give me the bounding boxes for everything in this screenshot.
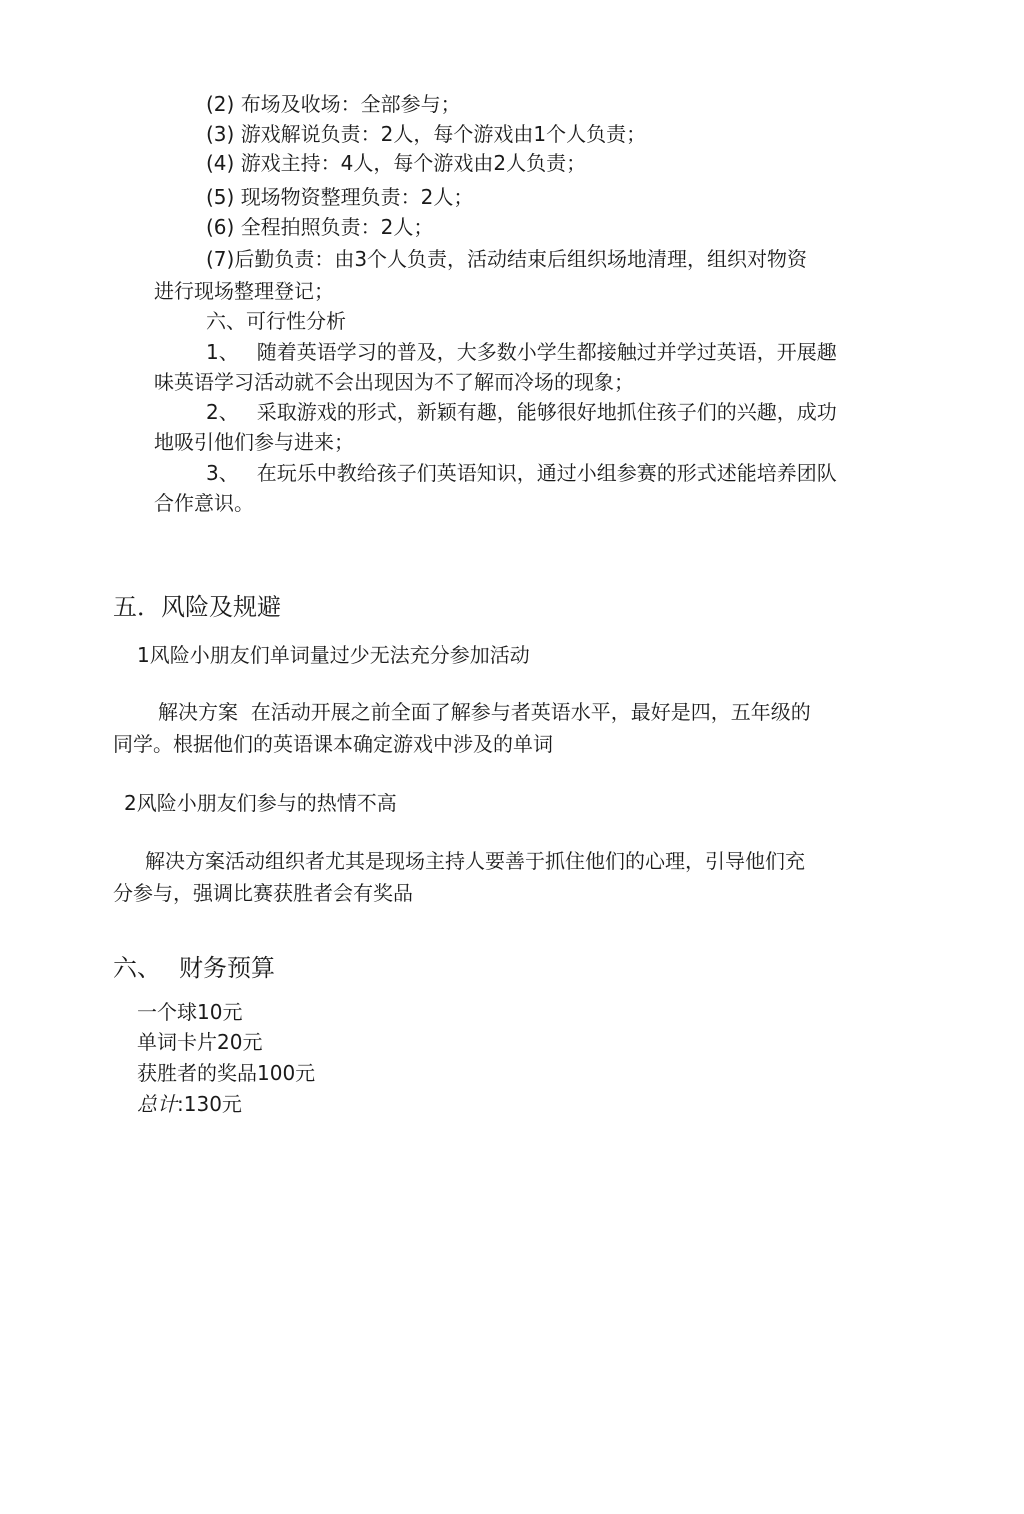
- risk-1: 1风险小朋友们单词量过少无法充分参加活动: [137, 643, 530, 667]
- role-item-7-line1: (7)后勤负责：由3个人负责，活动结束后组织场地清理，组织对物资: [206, 247, 808, 271]
- role-item: (2) 布场及收场：全部参与；: [206, 92, 461, 116]
- role-item: (4) 游戏主持：4人，每个游戏由2人负责；: [206, 151, 587, 175]
- role-item-7-line2: 进行现场整理登记；: [154, 279, 334, 303]
- risk-heading: 五．风险及规避: [113, 593, 281, 621]
- role-item: (5) 现场物资整理负责：2人；: [206, 185, 474, 209]
- budget-item: 单词卡片20元: [137, 1030, 263, 1054]
- feasibility-item-1-cont: 味英语学习活动就不会出现因为不了解而冷场的现象；: [154, 370, 634, 394]
- item-text: 采取游戏的形式，新颖有趣，能够很好地抓住孩子们的兴趣，成功: [256, 400, 837, 424]
- feasibility-item-3-cont: 合作意识。: [154, 491, 254, 515]
- budget-total-label: 总计: [137, 1092, 177, 1116]
- item-number: 1、: [206, 340, 239, 364]
- role-item: (3) 游戏解说负责：2人，每个游戏由1个人负责；: [206, 122, 647, 146]
- risk-2: 2风险小朋友们参与的热情不高: [124, 791, 397, 815]
- solution-2-line1: 解决方案活动组织者尤其是现场主持人要善于抓住他们的心理，引导他们充: [145, 849, 805, 873]
- solution-1-line2: 同学。根据他们的英语课本确定游戏中涉及的单词: [113, 732, 553, 756]
- feasibility-heading: 六、可行性分析: [206, 309, 346, 333]
- feasibility-item-1: [206, 338, 837, 366]
- budget-heading-number: 六、: [113, 954, 161, 982]
- item-text: 随着英语学习的普及，大多数小学生都接触过并学过英语，开展趣: [256, 340, 837, 364]
- feasibility-item-3: [206, 459, 837, 487]
- item-number: 2、: [206, 400, 239, 424]
- budget-total-value: :130元: [177, 1092, 242, 1116]
- feasibility-item-2: [206, 398, 837, 426]
- budget-heading: [113, 952, 275, 984]
- budget-item: 获胜者的奖品100元: [137, 1061, 316, 1085]
- feasibility-item-2-cont: 地吸引他们参与进来；: [154, 430, 354, 454]
- budget-total: [137, 1090, 242, 1118]
- role-item: (6) 全程拍照负责：2人；: [206, 215, 434, 239]
- budget-heading-text: 财务预算: [179, 954, 275, 982]
- budget-item: 一个球10元: [137, 1000, 243, 1024]
- solution-2-line2: 分参与，强调比赛获胜者会有奖品: [113, 881, 413, 905]
- solution-1-line1: 解决方案 在活动开展之前全面了解参与者英语水平，最好是四，五年级的: [158, 700, 811, 724]
- item-number: 3、: [206, 461, 239, 485]
- item-text: 在玩乐中教给孩子们英语知识，通过小组参赛的形式述能培养团队: [256, 461, 837, 485]
